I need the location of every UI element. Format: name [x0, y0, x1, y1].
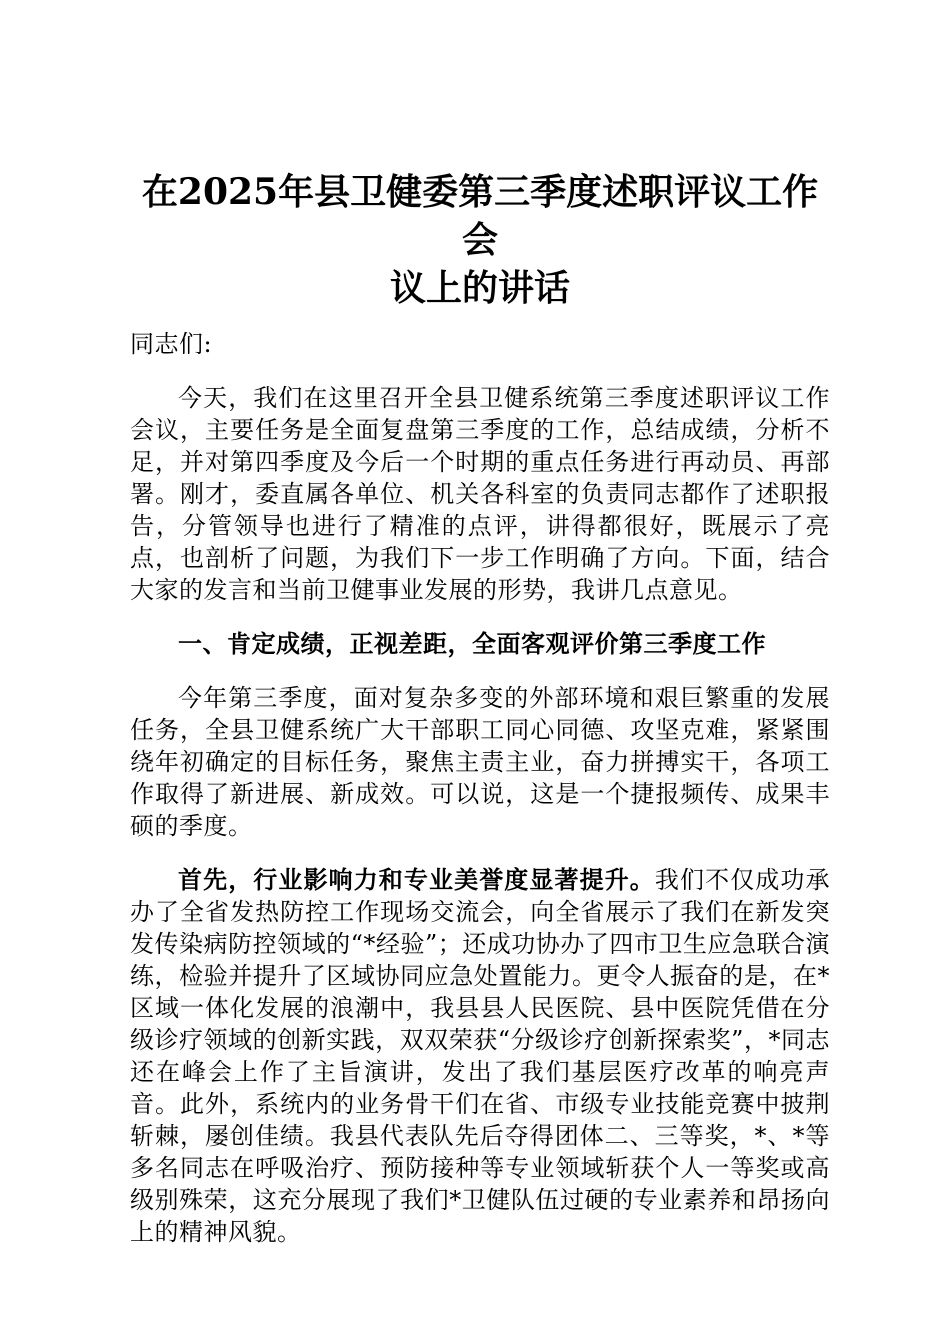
- section-1-heading: 一、肯定成绩，正视差距，全面客观评价第三季度工作: [178, 630, 766, 658]
- point-1-body: 我们不仅成功承办了全省发热防控工作现场交流会，向全省展示了我们在新发突发传染病防控领域的“*经验”；还成功协办了四市卫生应急联合演练，检验并提升了区域协同应急处置能力。更令人振奋的是，在*区域一体化发展的浪潮中，我县县人民医院、县中医院凭借在分级诊疗领域的创新实践，双双荣获“分级诊疗创新探索奖”，*同志还在峰会上作了主旨演讲，发出了我们基层医疗改革的响亮声音。此外，系统内的业务骨干们在省、市级专业技能竞赛中披荆斩棘，屡创佳绩。我县代表队先后夺得团体二、三等奖，*、*等多名同志在呼吸治疗、预防接种等专业领域斩获个人一等奖或高级别殊荣，这充分展现了我们*卫健队伍过硬的专业素养和昂扬向上的精神风貌。: [130, 866, 831, 1246]
- intro-paragraph: 今天，我们在这里召开全县卫健系统第三季度述职评议工作会议，主要任务是全面复盘第三季度的工作，总结成绩，分析不足，并对第四季度及今后一个时期的重点任务进行再动员、再部署。刚才，委直属各单位、机关各科室的负责同志都作了述职报告，分管领导也进行了精准的点评，讲得都很好，既展示了亮点，也剖析了问题，为我们下一步工作明确了方向。下面，结合大家的发言和当前卫健事业发展的形势，我讲几点意见。: [130, 384, 830, 604]
- greeting: 同志们:: [130, 330, 213, 358]
- point-1-lead: 首先，行业影响力和专业美誉度显著提升。: [178, 866, 655, 894]
- title-line-1: 在2025年县卫健委第三季度述职评议工作会: [141, 171, 819, 261]
- document-page: [130, 168, 830, 1248]
- section-1-paragraph: 今年第三季度，面对复杂多变的外部环境和艰巨繁重的发展任务，全县卫健系统广大干部职工同心同德、攻坚克难，紧紧围绕年初确定的目标任务，聚焦主责主业，奋力拼搏实干，各项工作取得了新进展、新成效。可以说，这是一个捷报频传、成果丰硕的季度。: [130, 684, 830, 840]
- point-1-paragraph: [130, 864, 830, 1248]
- document-title: [130, 168, 830, 312]
- title-line-2: 议上的讲话: [389, 267, 570, 309]
